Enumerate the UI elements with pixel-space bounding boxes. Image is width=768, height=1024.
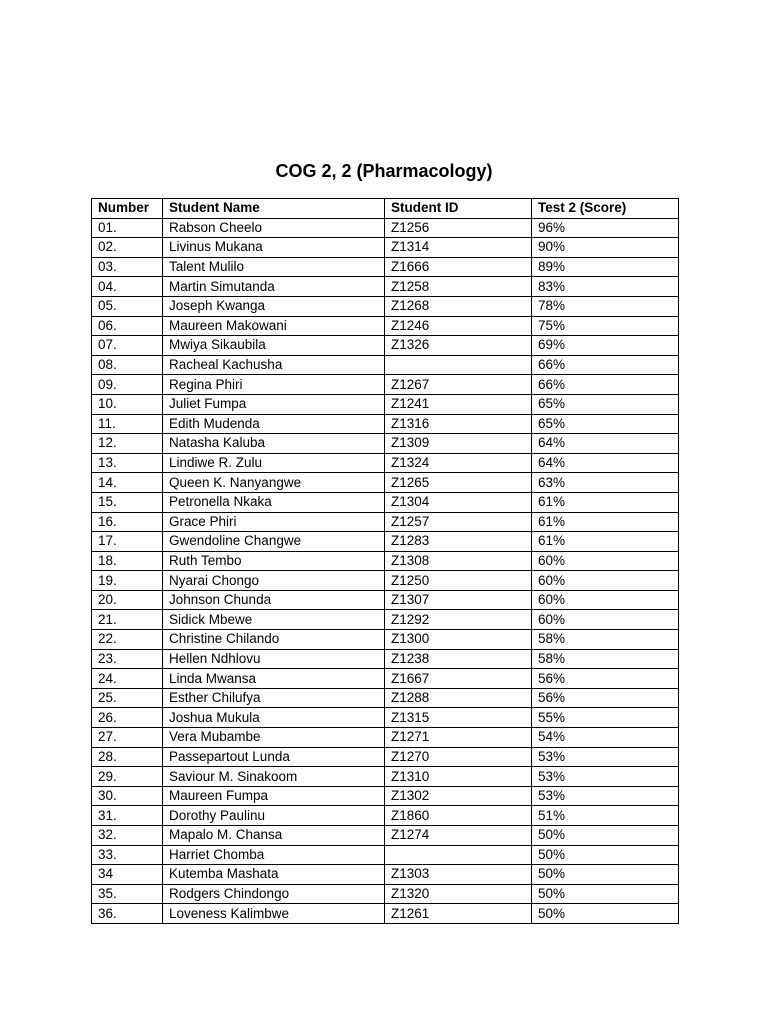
table-body — [92, 218, 679, 923]
results-table — [91, 198, 679, 924]
table-row — [92, 551, 679, 571]
cell-student-id: Z1250 — [385, 571, 532, 591]
cell-student-id: Z1292 — [385, 610, 532, 630]
cell-test-score: 54% — [532, 728, 679, 748]
cell-test-score: 66% — [532, 355, 679, 375]
table-row — [92, 865, 679, 885]
cell-test-score: 61% — [532, 512, 679, 532]
cell-number: 33. — [92, 845, 163, 865]
header-number: Number — [92, 199, 163, 219]
table-row — [92, 786, 679, 806]
header-test-score: Test 2 (Score) — [532, 199, 679, 219]
cell-number: 06. — [92, 316, 163, 336]
cell-student-name: Livinus Mukana — [163, 238, 385, 258]
cell-student-id: Z1667 — [385, 669, 532, 689]
cell-number: 21. — [92, 610, 163, 630]
cell-test-score: 50% — [532, 904, 679, 924]
cell-test-score: 60% — [532, 571, 679, 591]
cell-student-name: Joseph Kwanga — [163, 296, 385, 316]
table-row — [92, 394, 679, 414]
cell-student-name: Juliet Fumpa — [163, 394, 385, 414]
cell-student-name: Nyarai Chongo — [163, 571, 385, 591]
table-row — [92, 316, 679, 336]
table-row — [92, 826, 679, 846]
table-row — [92, 238, 679, 258]
cell-test-score: 61% — [532, 532, 679, 552]
table-row — [92, 571, 679, 591]
cell-student-name: Petronella Nkaka — [163, 492, 385, 512]
cell-number: 09. — [92, 375, 163, 395]
cell-test-score: 53% — [532, 786, 679, 806]
cell-student-name: Regina Phiri — [163, 375, 385, 395]
table-row — [92, 414, 679, 434]
cell-number: 19. — [92, 571, 163, 591]
table-row — [92, 277, 679, 297]
cell-number: 16. — [92, 512, 163, 532]
cell-number: 04. — [92, 277, 163, 297]
cell-student-name: Lindiwe R. Zulu — [163, 453, 385, 473]
cell-number: 18. — [92, 551, 163, 571]
cell-student-id: Z1308 — [385, 551, 532, 571]
cell-test-score: 61% — [532, 492, 679, 512]
cell-number: 22. — [92, 630, 163, 650]
table-row — [92, 257, 679, 277]
cell-number: 25. — [92, 688, 163, 708]
cell-student-name: Edith Mudenda — [163, 414, 385, 434]
cell-number: 03. — [92, 257, 163, 277]
table-row — [92, 492, 679, 512]
cell-student-name: Gwendoline Changwe — [163, 532, 385, 552]
cell-number: 26. — [92, 708, 163, 728]
cell-number: 02. — [92, 238, 163, 258]
cell-test-score: 53% — [532, 767, 679, 787]
cell-number: 01. — [92, 218, 163, 238]
header-student-id: Student ID — [385, 199, 532, 219]
cell-student-name: Queen K. Nanyangwe — [163, 473, 385, 493]
cell-test-score: 50% — [532, 826, 679, 846]
table-row — [92, 649, 679, 669]
cell-number: 30. — [92, 786, 163, 806]
table-row — [92, 590, 679, 610]
cell-student-id: Z1268 — [385, 296, 532, 316]
cell-number: 17. — [92, 532, 163, 552]
cell-student-name: Vera Mubambe — [163, 728, 385, 748]
cell-student-id: Z1288 — [385, 688, 532, 708]
cell-student-name: Hellen Ndhlovu — [163, 649, 385, 669]
cell-number: 28. — [92, 747, 163, 767]
cell-number: 15. — [92, 492, 163, 512]
table-row — [92, 473, 679, 493]
cell-student-id: Z1316 — [385, 414, 532, 434]
cell-student-name: Rodgers Chindongo — [163, 884, 385, 904]
table-row — [92, 218, 679, 238]
table-row — [92, 767, 679, 787]
cell-test-score: 50% — [532, 884, 679, 904]
table-row — [92, 806, 679, 826]
cell-test-score: 83% — [532, 277, 679, 297]
cell-student-id: Z1314 — [385, 238, 532, 258]
cell-test-score: 75% — [532, 316, 679, 336]
cell-test-score: 89% — [532, 257, 679, 277]
header-row — [92, 199, 679, 219]
cell-number: 24. — [92, 669, 163, 689]
cell-student-id: Z1238 — [385, 649, 532, 669]
table-row — [92, 453, 679, 473]
cell-number: 20. — [92, 590, 163, 610]
cell-student-name: Johnson Chunda — [163, 590, 385, 610]
cell-student-id: Z1256 — [385, 218, 532, 238]
cell-student-id: Z1666 — [385, 257, 532, 277]
cell-test-score: 96% — [532, 218, 679, 238]
cell-student-name: Maureen Makowani — [163, 316, 385, 336]
cell-student-id: Z1326 — [385, 336, 532, 356]
cell-student-id: Z1303 — [385, 865, 532, 885]
cell-number: 31. — [92, 806, 163, 826]
cell-student-name: Dorothy Paulinu — [163, 806, 385, 826]
cell-student-name: Natasha Kaluba — [163, 434, 385, 454]
cell-student-name: Esther Chilufya — [163, 688, 385, 708]
cell-student-id: Z1246 — [385, 316, 532, 336]
table-row — [92, 375, 679, 395]
cell-test-score: 65% — [532, 414, 679, 434]
table-row — [92, 708, 679, 728]
table-row — [92, 512, 679, 532]
cell-number: 08. — [92, 355, 163, 375]
cell-test-score: 63% — [532, 473, 679, 493]
cell-student-name: Racheal Kachusha — [163, 355, 385, 375]
cell-student-id: Z1267 — [385, 375, 532, 395]
cell-student-id: Z1271 — [385, 728, 532, 748]
cell-student-name: Joshua Mukula — [163, 708, 385, 728]
cell-test-score: 69% — [532, 336, 679, 356]
cell-test-score: 50% — [532, 845, 679, 865]
cell-number: 14. — [92, 473, 163, 493]
cell-test-score: 60% — [532, 590, 679, 610]
cell-student-id: Z1265 — [385, 473, 532, 493]
cell-test-score: 65% — [532, 394, 679, 414]
cell-number: 05. — [92, 296, 163, 316]
cell-student-id — [385, 355, 532, 375]
header-student-name: Student Name — [163, 199, 385, 219]
cell-student-id: Z1300 — [385, 630, 532, 650]
cell-student-name: Loveness Kalimbwe — [163, 904, 385, 924]
cell-test-score: 50% — [532, 865, 679, 885]
cell-student-id: Z1315 — [385, 708, 532, 728]
table-row — [92, 296, 679, 316]
cell-student-name: Sidick Mbewe — [163, 610, 385, 630]
cell-student-name: Harriet Chomba — [163, 845, 385, 865]
cell-test-score: 55% — [532, 708, 679, 728]
cell-test-score: 78% — [532, 296, 679, 316]
cell-student-name: Saviour M. Sinakoom — [163, 767, 385, 787]
cell-student-id: Z1307 — [385, 590, 532, 610]
table-row — [92, 747, 679, 767]
cell-student-id: Z1274 — [385, 826, 532, 846]
table-row — [92, 669, 679, 689]
cell-test-score: 64% — [532, 453, 679, 473]
cell-test-score: 60% — [532, 551, 679, 571]
cell-student-name: Maureen Fumpa — [163, 786, 385, 806]
cell-student-id: Z1310 — [385, 767, 532, 787]
cell-student-name: Rabson Cheelo — [163, 218, 385, 238]
cell-student-id: Z1241 — [385, 394, 532, 414]
cell-student-name: Christine Chilando — [163, 630, 385, 650]
cell-number: 11. — [92, 414, 163, 434]
table-row — [92, 355, 679, 375]
cell-number: 34 — [92, 865, 163, 885]
cell-number: 13. — [92, 453, 163, 473]
cell-student-name: Mapalo M. Chansa — [163, 826, 385, 846]
cell-student-id: Z1320 — [385, 884, 532, 904]
cell-student-id: Z1860 — [385, 806, 532, 826]
cell-student-id: Z1258 — [385, 277, 532, 297]
cell-student-id: Z1261 — [385, 904, 532, 924]
cell-student-id: Z1302 — [385, 786, 532, 806]
table-row — [92, 688, 679, 708]
cell-test-score: 58% — [532, 649, 679, 669]
table-row — [92, 336, 679, 356]
cell-number: 12. — [92, 434, 163, 454]
cell-student-name: Talent Mulilo — [163, 257, 385, 277]
cell-test-score: 60% — [532, 610, 679, 630]
cell-test-score: 56% — [532, 669, 679, 689]
cell-number: 36. — [92, 904, 163, 924]
cell-number: 32. — [92, 826, 163, 846]
cell-test-score: 64% — [532, 434, 679, 454]
cell-student-name: Grace Phiri — [163, 512, 385, 532]
cell-student-name: Passepartout Lunda — [163, 747, 385, 767]
table-row — [92, 728, 679, 748]
table-row — [92, 532, 679, 552]
cell-test-score: 51% — [532, 806, 679, 826]
cell-test-score: 53% — [532, 747, 679, 767]
cell-student-name: Kutemba Mashata — [163, 865, 385, 885]
cell-student-id: Z1309 — [385, 434, 532, 454]
cell-test-score: 90% — [532, 238, 679, 258]
cell-student-id: Z1270 — [385, 747, 532, 767]
cell-test-score: 58% — [532, 630, 679, 650]
cell-student-id: Z1304 — [385, 492, 532, 512]
cell-number: 23. — [92, 649, 163, 669]
cell-student-name: Mwiya Sikaubila — [163, 336, 385, 356]
cell-student-name: Linda Mwansa — [163, 669, 385, 689]
cell-test-score: 66% — [532, 375, 679, 395]
cell-number: 27. — [92, 728, 163, 748]
table-row — [92, 884, 679, 904]
cell-student-id: Z1257 — [385, 512, 532, 532]
cell-student-id: Z1324 — [385, 453, 532, 473]
table-row — [92, 610, 679, 630]
cell-student-name: Martin Simutanda — [163, 277, 385, 297]
cell-number: 35. — [92, 884, 163, 904]
cell-student-id: Z1283 — [385, 532, 532, 552]
table-row — [92, 904, 679, 924]
cell-test-score: 56% — [532, 688, 679, 708]
cell-student-id — [385, 845, 532, 865]
cell-number: 29. — [92, 767, 163, 787]
table-row — [92, 845, 679, 865]
document-title: COG 2, 2 (Pharmacology) — [275, 161, 493, 181]
cell-number: 07. — [92, 336, 163, 356]
table-header — [92, 199, 679, 219]
cell-number: 10. — [92, 394, 163, 414]
table-row — [92, 434, 679, 454]
cell-student-name: Ruth Tembo — [163, 551, 385, 571]
table-row — [92, 630, 679, 650]
